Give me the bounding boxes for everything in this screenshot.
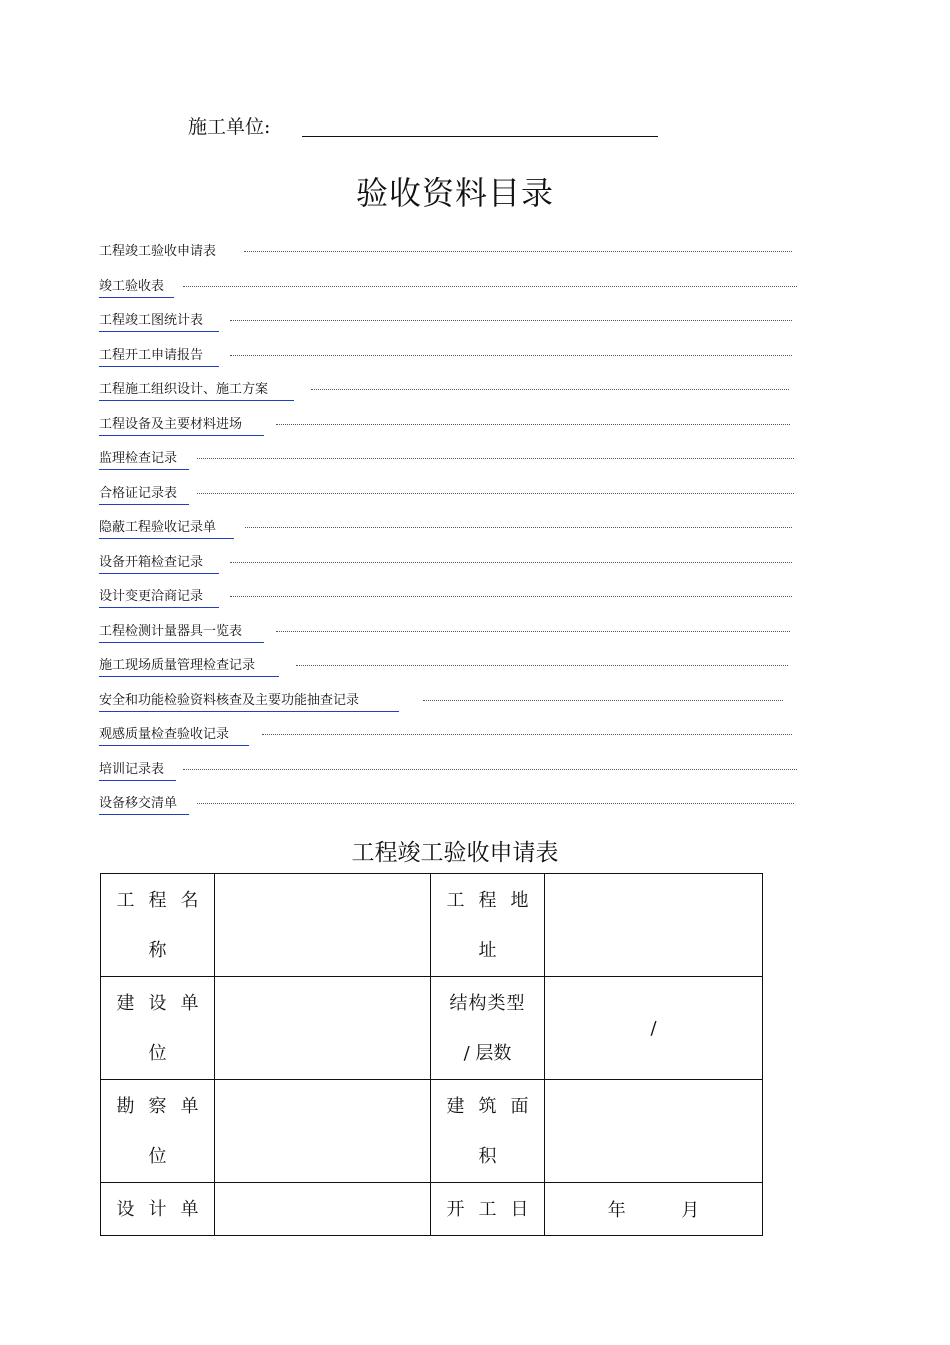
- toc-leader-dots: [311, 389, 789, 390]
- month-label: 月: [681, 1200, 700, 1221]
- toc-leader-dots: [230, 596, 792, 597]
- project-name-label: [101, 874, 215, 977]
- label-line: 开工日: [446, 1199, 543, 1220]
- toc-item-label[interactable]: 隐蔽工程验收记录单: [99, 516, 234, 539]
- table-of-contents: [99, 238, 799, 825]
- toc-item[interactable]: [99, 307, 799, 342]
- project-address-field[interactable]: [545, 874, 763, 977]
- toc-item-label[interactable]: 工程检测计量器具一览表: [99, 620, 264, 643]
- document-title: 验收资料目录: [355, 174, 554, 212]
- toc-leader-dots: [197, 803, 794, 804]
- label-line: 工程名: [116, 890, 213, 911]
- toc-item[interactable]: [99, 514, 799, 549]
- label-line: 位: [148, 1043, 167, 1064]
- project-address-label: [431, 874, 545, 977]
- start-date-field[interactable]: [545, 1183, 763, 1236]
- toc-item-label[interactable]: 工程施工组织设计、施工方案: [99, 378, 294, 401]
- label-line: 积: [478, 1146, 497, 1167]
- toc-leader-dots: [245, 527, 792, 528]
- toc-item-label[interactable]: 工程竣工验收申请表: [99, 244, 217, 259]
- structure-type-field[interactable]: /: [545, 977, 763, 1080]
- toc-item-label[interactable]: 设计变更洽商记录: [99, 585, 219, 608]
- structure-type-label: [431, 977, 545, 1080]
- project-name-field[interactable]: [215, 874, 431, 977]
- toc-item[interactable]: [99, 583, 799, 618]
- toc-item[interactable]: [99, 652, 799, 687]
- toc-item-label[interactable]: 观感质量检查验收记录: [99, 723, 249, 746]
- toc-item[interactable]: [99, 376, 799, 411]
- toc-leader-dots: [230, 562, 792, 563]
- toc-item[interactable]: [99, 273, 799, 308]
- toc-leader-dots: [296, 665, 788, 666]
- building-area-label: [431, 1080, 545, 1183]
- toc-leader-dots: [183, 286, 797, 287]
- toc-item[interactable]: [99, 342, 799, 377]
- label-line: 勘察单: [116, 1096, 213, 1117]
- year-label: 年: [607, 1200, 626, 1221]
- construction-unit-label: [188, 112, 270, 142]
- toc-item-label[interactable]: 安全和功能检验资料核查及主要功能抽查记录: [99, 689, 399, 712]
- toc-item-label[interactable]: 设备开箱检查记录: [99, 551, 219, 574]
- toc-leader-dots: [197, 493, 794, 494]
- toc-item-label[interactable]: 工程设备及主要材料进场: [99, 413, 264, 436]
- toc-item-label[interactable]: 设备移交清单: [99, 792, 189, 815]
- survey-unit-field[interactable]: [215, 1080, 431, 1183]
- start-date-label: [431, 1183, 545, 1236]
- toc-item-label[interactable]: 工程开工申请报告: [99, 344, 219, 367]
- toc-leader-dots: [244, 251, 792, 252]
- construction-unit-field[interactable]: [302, 136, 658, 137]
- design-unit-label: [101, 1183, 215, 1236]
- label-line: / 层数: [463, 1043, 512, 1064]
- building-area-field[interactable]: [545, 1080, 763, 1183]
- toc-item-label[interactable]: 施工现场质量管理检查记录: [99, 654, 279, 677]
- toc-leader-dots: [276, 631, 790, 632]
- construction-unit-row-label: [101, 977, 215, 1080]
- toc-leader-dots: [183, 769, 797, 770]
- label-line: 址: [478, 940, 497, 961]
- toc-item[interactable]: [99, 445, 799, 480]
- table-row: [101, 874, 763, 977]
- toc-item-label[interactable]: 培训记录表: [99, 758, 176, 781]
- toc-item[interactable]: [99, 721, 799, 756]
- toc-item[interactable]: [99, 756, 799, 791]
- toc-item-label[interactable]: 合格证记录表: [99, 482, 189, 505]
- label-line: 工程地: [446, 890, 543, 911]
- label-line: 设计单: [116, 1199, 213, 1220]
- label-line: 建筑面: [446, 1096, 543, 1117]
- toc-item-label[interactable]: 监理检查记录: [99, 447, 189, 470]
- toc-item[interactable]: [99, 411, 799, 446]
- design-unit-field[interactable]: [215, 1183, 431, 1236]
- toc-leader-dots: [423, 700, 783, 701]
- label-line: 位: [148, 1146, 167, 1167]
- label-line: 称: [148, 940, 167, 961]
- toc-item[interactable]: [99, 618, 799, 653]
- toc-item[interactable]: [99, 790, 799, 825]
- toc-item[interactable]: [99, 480, 799, 515]
- application-form-table: [100, 873, 763, 1236]
- toc-item-label[interactable]: 工程竣工图统计表: [99, 309, 219, 332]
- table-row: [101, 977, 763, 1080]
- toc-item-label[interactable]: 竣工验收表: [99, 275, 174, 298]
- toc-leader-dots: [230, 320, 792, 321]
- table-row: [101, 1080, 763, 1183]
- construction-unit-row-field[interactable]: [215, 977, 431, 1080]
- toc-item[interactable]: [99, 549, 799, 584]
- label-line: 结构类型: [449, 993, 526, 1014]
- toc-item[interactable]: [99, 687, 799, 722]
- application-form-title: 工程竣工验收申请表: [351, 840, 559, 866]
- table-row: [101, 1183, 763, 1236]
- toc-leader-dots: [230, 355, 792, 356]
- survey-unit-label: [101, 1080, 215, 1183]
- toc-item[interactable]: [99, 238, 799, 273]
- label-line: 建设单: [116, 993, 213, 1014]
- toc-leader-dots: [276, 424, 790, 425]
- toc-leader-dots: [197, 458, 794, 459]
- construction-unit-label-text: 施工单位:: [188, 116, 271, 138]
- toc-leader-dots: [262, 734, 792, 735]
